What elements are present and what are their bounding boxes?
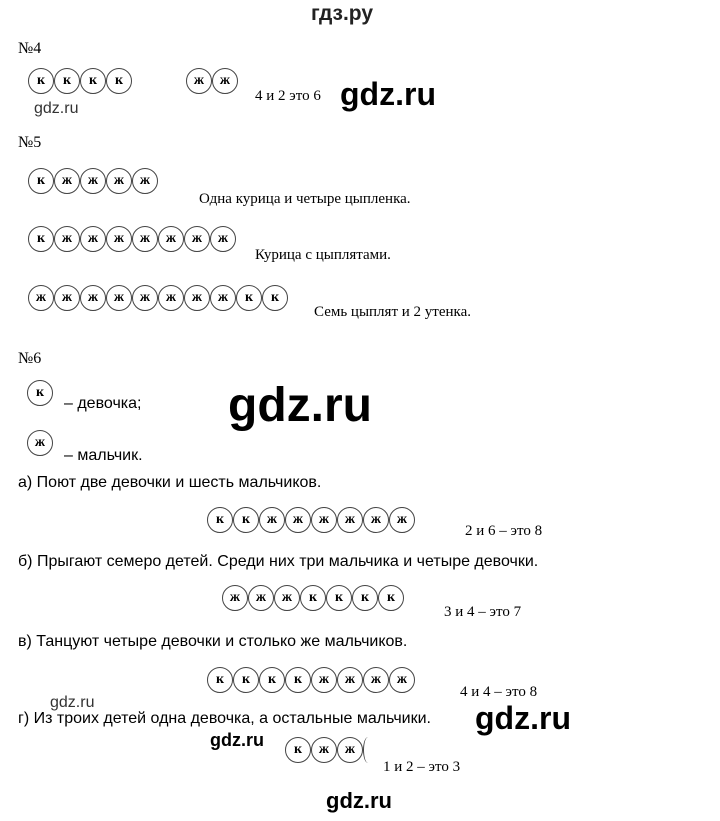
girl-circle: к (352, 585, 378, 611)
girl-circle: к (300, 585, 326, 611)
task-6-number: №6 (18, 350, 42, 367)
boy-circle: ж (389, 667, 415, 693)
boy-circle: ж (186, 68, 212, 94)
boy-circle: ж (80, 168, 106, 194)
task-4-girls-group (28, 68, 132, 94)
watermark: gdz.ru (210, 730, 264, 750)
watermark: gdz.ru (475, 700, 571, 736)
watermark: gdz.ru (228, 379, 372, 432)
boy-circle: ж (106, 168, 132, 194)
task-5-number: №5 (18, 134, 42, 151)
boy-circle: ж (311, 737, 337, 763)
boy-circle: ж (311, 667, 337, 693)
task-5-row-1-caption: Одна курица и четыре цыпленка. (199, 191, 411, 207)
boy-circle: ж (259, 507, 285, 533)
girl-circle: к (28, 168, 54, 194)
girl-circle: к (285, 667, 311, 693)
boy-circle: ж (54, 168, 80, 194)
boy-circle: ж (158, 285, 184, 311)
page-header: гдз.ру (311, 2, 374, 25)
task-6d-text: г) Из троих детей одна девочка, а остальные мальчики. (18, 710, 431, 727)
girl-circle: к (106, 68, 132, 94)
girl-circle: к (262, 285, 288, 311)
task-4-number: №4 (18, 40, 42, 57)
watermark: gdz.ru (34, 100, 79, 117)
boy-circle: ж (132, 285, 158, 311)
watermark: gdz.ru (340, 76, 436, 112)
boy-circle: ж (248, 585, 274, 611)
task-5-row-2-caption: Курица с цыплятами. (255, 247, 391, 263)
girl-circle: к (233, 667, 259, 693)
boy-circle: ж (285, 507, 311, 533)
task-4-boys-group (186, 68, 238, 94)
legend-girl-symbol: к (27, 380, 53, 406)
task-5-row-2-circles (28, 226, 236, 252)
girl-circle: к (259, 667, 285, 693)
task-6d-answer: 1 и 2 – это 3 (383, 759, 461, 775)
boy-circle: ж (132, 226, 158, 252)
task-6b-answer: 3 и 4 – это 7 (444, 604, 522, 620)
girl-circle: к (28, 226, 54, 252)
task-6a-answer: 2 и 6 – это 8 (465, 523, 543, 539)
boy-circle: ж (132, 168, 158, 194)
task-6c-text: в) Танцуют четыре девочки и столько же мальчиков. (18, 633, 408, 650)
boy-circle: ж (106, 285, 132, 311)
boy-circle: ж (28, 285, 54, 311)
boy-circle: ж (337, 737, 363, 763)
girl-circle: к (378, 585, 404, 611)
girl-circle: к (236, 285, 262, 311)
boy-circle: ж (389, 507, 415, 533)
task-6d-circles (285, 737, 373, 763)
boy-circle: ж (274, 585, 300, 611)
legend-girl-text: – девочка; (64, 395, 142, 412)
watermark: gdz.ru (50, 694, 95, 711)
boy-circle: ж (184, 226, 210, 252)
boy-circle: ж (210, 285, 236, 311)
boy-circle: ж (158, 226, 184, 252)
task-5-row-3-circles (28, 285, 288, 311)
boy-circle: ж (222, 585, 248, 611)
girl-circle: к (54, 68, 80, 94)
boy-circle: ж (210, 226, 236, 252)
task-6c-circles (207, 667, 415, 693)
boy-circle: ж (80, 226, 106, 252)
boy-circle: ж (363, 667, 389, 693)
task-5-row-1-circles (28, 168, 158, 194)
boy-circle: ж (184, 285, 210, 311)
girl-circle: к (80, 68, 106, 94)
boy-circle: ж (311, 507, 337, 533)
boy-circle: ж (337, 667, 363, 693)
task-5-row-3-caption: Семь цыплят и 2 утенка. (314, 304, 471, 320)
girl-circle: к (233, 507, 259, 533)
task-6a-circles (207, 507, 415, 533)
watermark-footer: gdz.ru (326, 788, 392, 813)
task-6a-text: а) Поют две девочки и шесть мальчиков. (18, 474, 322, 491)
boy-circle: ж (212, 68, 238, 94)
girl-circle: к (28, 68, 54, 94)
boy-circle: ж (337, 507, 363, 533)
boy-circle: ж (106, 226, 132, 252)
legend-boy-symbol: ж (27, 430, 53, 456)
girl-circle: к (285, 737, 311, 763)
boy-circle: ж (54, 226, 80, 252)
boy-circle: ж (80, 285, 106, 311)
boy-circle: ж (363, 507, 389, 533)
boy-circle: ж (54, 285, 80, 311)
task-6b-circles (222, 585, 404, 611)
girl-circle: к (326, 585, 352, 611)
task-6c-answer: 4 и 4 – это 8 (460, 684, 538, 700)
girl-circle: к (207, 507, 233, 533)
legend-boy-text: – мальчик. (64, 447, 143, 464)
task-4-caption: 4 и 2 это 6 (255, 88, 321, 104)
girl-circle: к (207, 667, 233, 693)
task-6b-text: б) Прыгают семеро детей. Среди них три мальчика и четыре девочки. (18, 553, 539, 570)
partial-circle-outline (363, 737, 373, 763)
